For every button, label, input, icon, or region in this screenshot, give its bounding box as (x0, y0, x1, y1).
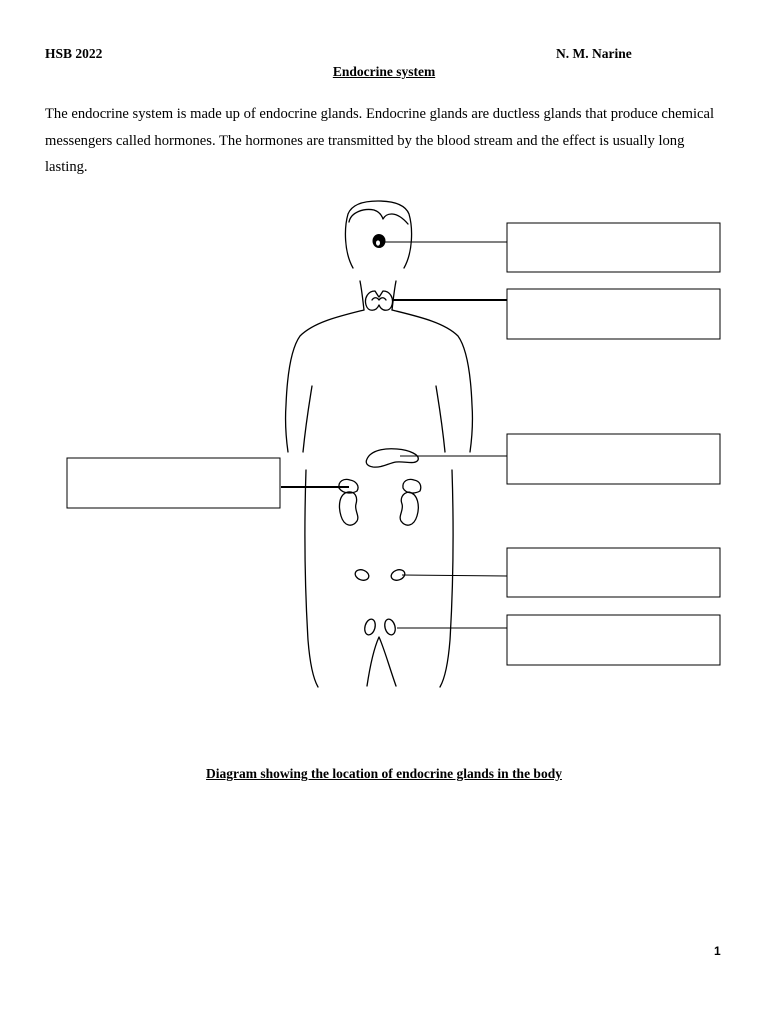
label-box-thyroid (507, 289, 720, 339)
intro-paragraph: The endocrine system is made up of endocrine glands. Endocrine glands are ductless glands that produce chemical messengers called hormones. The hormones are transmitted by the blood stream and the effect is usually long lasting. (45, 106, 715, 175)
body-crotch (367, 637, 396, 686)
pituitary-gland (373, 234, 386, 248)
author-name: N. M. Narine (556, 46, 632, 61)
body-right-leg (440, 470, 453, 687)
label-box-adrenal (67, 458, 280, 508)
body-hair-line (349, 210, 408, 225)
kidney-right (400, 492, 418, 525)
ovary-left (354, 568, 371, 582)
diagram-caption: Diagram showing the location of endocrine glands in the body (206, 766, 562, 781)
body-neck-right (392, 281, 396, 310)
label-box-pancreas (507, 434, 720, 484)
page-title: Endocrine system (332, 64, 436, 79)
body-neck-left (360, 281, 364, 310)
testis-left (363, 618, 377, 636)
testis-right (383, 618, 397, 636)
pancreas (366, 449, 418, 467)
leader-line-ovary (402, 575, 507, 576)
page-number: 1 (714, 944, 721, 958)
label-box-testis (507, 615, 720, 665)
body-left-arm-inner (303, 386, 312, 452)
label-box-pituitary (507, 223, 720, 272)
kidney-left (339, 492, 357, 525)
label-box-ovary (507, 548, 720, 597)
body-left-side (286, 310, 364, 452)
body-right-arm-inner (436, 386, 445, 452)
adrenal-gland-right (403, 479, 421, 493)
body-right-side (392, 310, 472, 452)
body-left-leg (305, 470, 318, 687)
course-code: HSB 2022 (45, 46, 103, 61)
